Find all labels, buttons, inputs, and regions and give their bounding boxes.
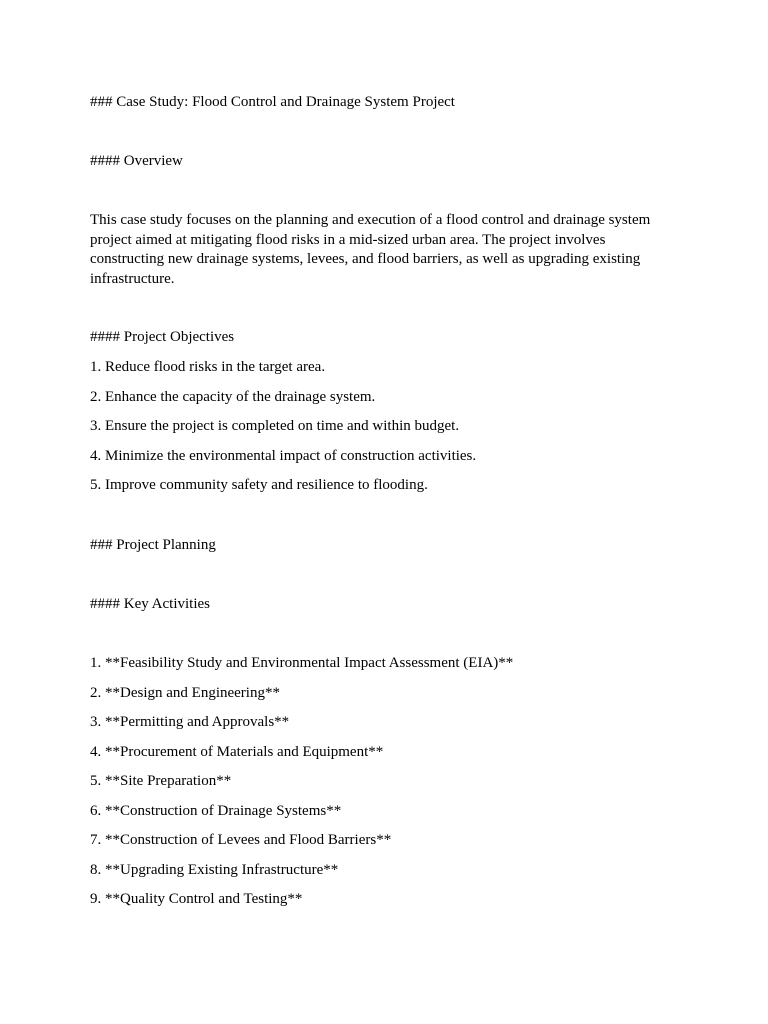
activity-item: 8. **Upgrading Existing Infrastructure** bbox=[90, 861, 339, 878]
activity-item: 6. **Construction of Drainage Systems** bbox=[90, 802, 342, 819]
overview-paragraph-line: constructing new drainage systems, levees, and flood barriers, as well as upgrading existing bbox=[90, 251, 641, 267]
overview-paragraph-line: This case study focuses on the planning and execution of a flood control and drainage system bbox=[90, 212, 651, 228]
planning-heading: ### Project Planning bbox=[90, 537, 216, 553]
objective-item: 3. Ensure the project is completed on time and within budget. bbox=[90, 418, 460, 434]
activity-item: 3. **Permitting and Approvals** bbox=[90, 714, 290, 730]
activity-item: 1. **Feasibility Study and Environmental Impact Assessment (EIA)** bbox=[90, 655, 514, 671]
activity-item: 5. **Site Preparation** bbox=[90, 773, 232, 789]
objective-item: 5. Improve community safety and resilience to flooding. bbox=[90, 477, 428, 493]
key-activities-heading: #### Key Activities bbox=[90, 596, 210, 612]
activity-item: 7. **Construction of Levees and Flood Barriers** bbox=[90, 832, 392, 848]
objective-item: 2. Enhance the capacity of the drainage system. bbox=[90, 388, 376, 405]
objective-item: 1. Reduce flood risks in the target area. bbox=[90, 359, 326, 375]
activity-item: 4. **Procurement of Materials and Equipment** bbox=[90, 743, 384, 760]
activity-item: 2. **Design and Engineering** bbox=[90, 684, 280, 701]
objective-item: 4. Minimize the environmental impact of construction activities. bbox=[90, 447, 477, 464]
overview-paragraph-line: infrastructure. bbox=[90, 270, 175, 287]
overview-paragraph-line: project aimed at mitigating flood risks in a mid-sized urban area. The project involves bbox=[90, 231, 606, 248]
overview-heading: #### Overview bbox=[90, 153, 183, 169]
objectives-heading: #### Project Objectives bbox=[90, 329, 235, 345]
document-title: ### Case Study: Flood Control and Drainage System Project bbox=[90, 94, 455, 110]
activity-item: 9. **Quality Control and Testing** bbox=[90, 891, 303, 907]
